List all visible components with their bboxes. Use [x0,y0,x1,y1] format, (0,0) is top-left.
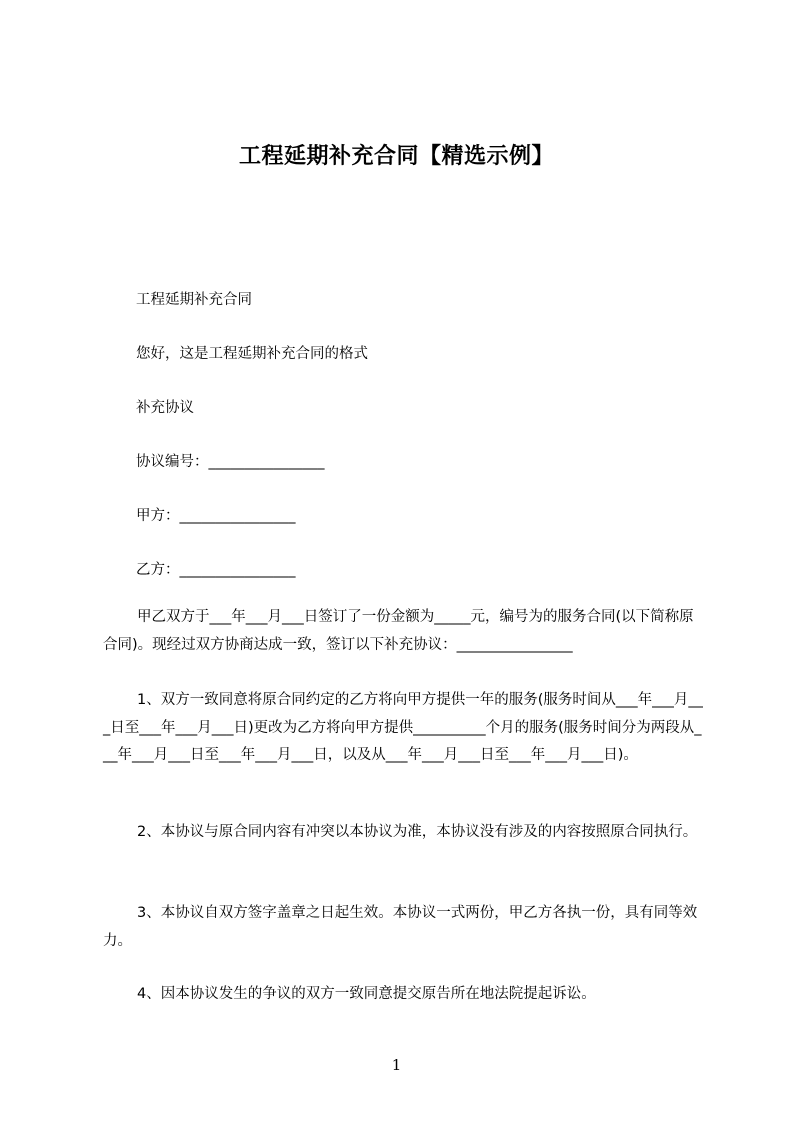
agreement-number-field: 协议编号：________________ [136,454,325,470]
party-b-field: 乙方：________________ [136,562,296,578]
clause-1: 1、双方一致同意将原合同约定的乙方将向甲方提供一年的服务(服务时间从___年___月___日至___年___月___日)更改为乙方将向甲方提供__________个月的服务(服务时间分为两段从___年___月___日至___年___月___日，以及从___年___月___日至___年___月___日)。 [103,692,703,763]
page-number: 1 [391,1056,402,1074]
party-a-field: 甲方：________________ [136,508,296,524]
contract-heading: 工程延期补充合同 [136,292,252,308]
clause-4: 4、因本协议发生的争议的双方一致同意提交原告所在地法院提起诉讼。 [137,986,596,1002]
clause-2: 2、本协议与原合同内容有冲突以本协议为准，本协议没有涉及的内容按照原合同执行。 [137,824,698,840]
document-title: 工程延期补充合同【精选示例】 [238,144,554,169]
greeting-text: 您好，这是工程延期补充合同的格式 [136,346,368,362]
section-title: 补充协议 [136,400,194,416]
clause-3: 3、本协议自双方签字盖章之日起生效。本协议一式两份，甲乙方各执一份，具有同等效力。 [103,905,698,949]
intro-paragraph: 甲乙双方于___年___月___日签订了一份金额为_____元，编号为的服务合同(以下简称原合同)。现经过双方协商达成一致，签订以下补充协议：________________ [103,609,694,653]
